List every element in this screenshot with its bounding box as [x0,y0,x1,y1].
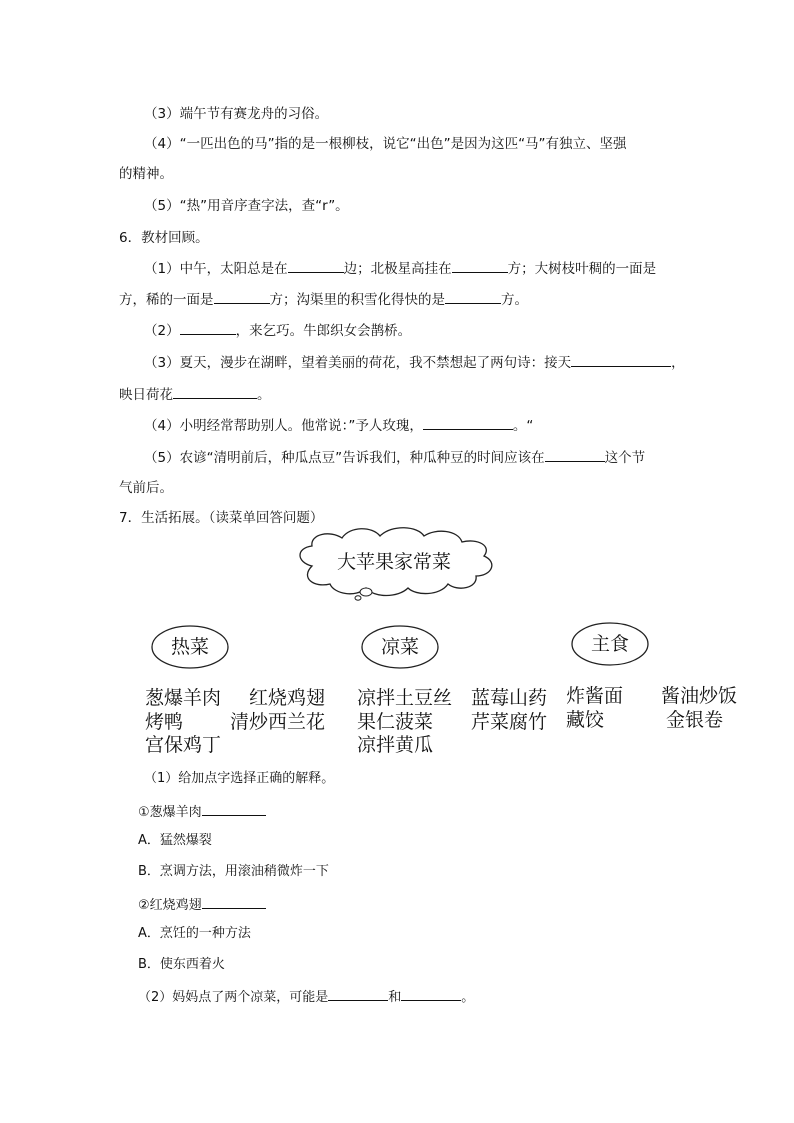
s5-item4-line2: 的精神。 [119,166,173,182]
s6-q1-line2: 方，稀的一面是 方；沟渠里的积雪化得快的是 方。 [119,289,528,310]
s6-title: 6．教材回顾。 [119,230,209,246]
cloud-bubble-large [360,588,372,596]
answer-blank[interactable] [401,986,461,1001]
s6-q5-line2: 气前后。 [119,480,173,496]
dish-staple-2: 酱油炒饭 [661,685,738,707]
s7-q1-2: ②红烧鸡翅 [138,894,266,916]
dish-cold-4: 芹菜腐竹 [471,711,548,733]
s7-q1-2-option-b: B．使东西着火 [138,957,225,972]
cloud-bubble-small [355,596,361,600]
s6-q4: （4）小明经常帮助别人。他常说：”予人玫瑰， 。“ [144,415,533,436]
answer-blank[interactable] [328,986,388,1001]
s5-item5: （5）“热”用音序查字法，查“r”。 [144,198,349,214]
s6-q2: （2） ，来乞巧。牛郎织女会鹊桥。 [144,320,411,341]
s7-q1-1: ①葱爆羊肉 [138,801,266,823]
s7-q1-2-option-a: A．烹饪的一种方法 [138,926,251,941]
dish-cold-3: 果仁菠菜 [357,711,434,733]
dish-hot-2: 红烧鸡翅 [249,687,326,709]
dish-hot-4: 清炒西兰花 [230,711,326,733]
dish-hot-5: 宫保鸡丁 [145,734,222,756]
s7-q1: （1）给加点字选择正确的解释。 [144,771,335,786]
s6-q3-line2: 映日荷花 。 [119,384,271,405]
s7-title: 7．生活拓展。（读菜单回答问题） [119,510,324,526]
s7-q1-1-option-b: B．烹调方法，用滚油稍微炸一下 [138,864,329,879]
s5-item3: （3）端午节有赛龙舟的习俗。 [144,106,329,122]
dish-cold-1: 凉拌土豆丝 [357,687,453,709]
s7-q1-1-option-a: A．猛然爆裂 [138,833,212,848]
category-cold: 凉菜 [381,636,420,658]
dish-hot-1: 葱爆羊肉 [145,687,222,709]
dish-staple-1: 炸酱面 [566,685,624,707]
s6-q5-line1: （5）农谚“清明前后，种瓜点豆”告诉我们，种瓜种豆的时间应该在 这个节 [144,447,645,468]
dish-cold-2: 蓝莓山药 [471,687,548,709]
category-staple: 主食 [591,633,630,655]
answer-blank[interactable] [202,894,266,909]
dish-staple-3: 藏饺 [566,709,605,731]
dish-hot-3: 烤鸭 [145,711,184,733]
s6-q3-line1: （3）夏天，漫步在湖畔，望着美丽的荷花，我不禁想起了两句诗：接天 ， [144,352,685,373]
dish-cold-5: 凉拌黄瓜 [357,734,434,756]
s5-item4-line1: （4）“一匹出色的马”指的是一根柳枝，说它“出色”是因为这匹“马”有独立、坚强 [144,136,627,152]
s7-q2: （2）妈妈点了两个凉菜，可能是 和 。 [138,986,474,1008]
answer-blank[interactable] [202,801,266,816]
dish-staple-4: 金银卷 [666,709,724,731]
menu-title: 大苹果家常菜 [337,551,452,573]
category-hot: 热菜 [171,636,210,658]
s6-q1-line1: （1）中午，太阳总是在 边；北极星高挂在 方；大树枝叶稠的一面是 [144,258,656,279]
